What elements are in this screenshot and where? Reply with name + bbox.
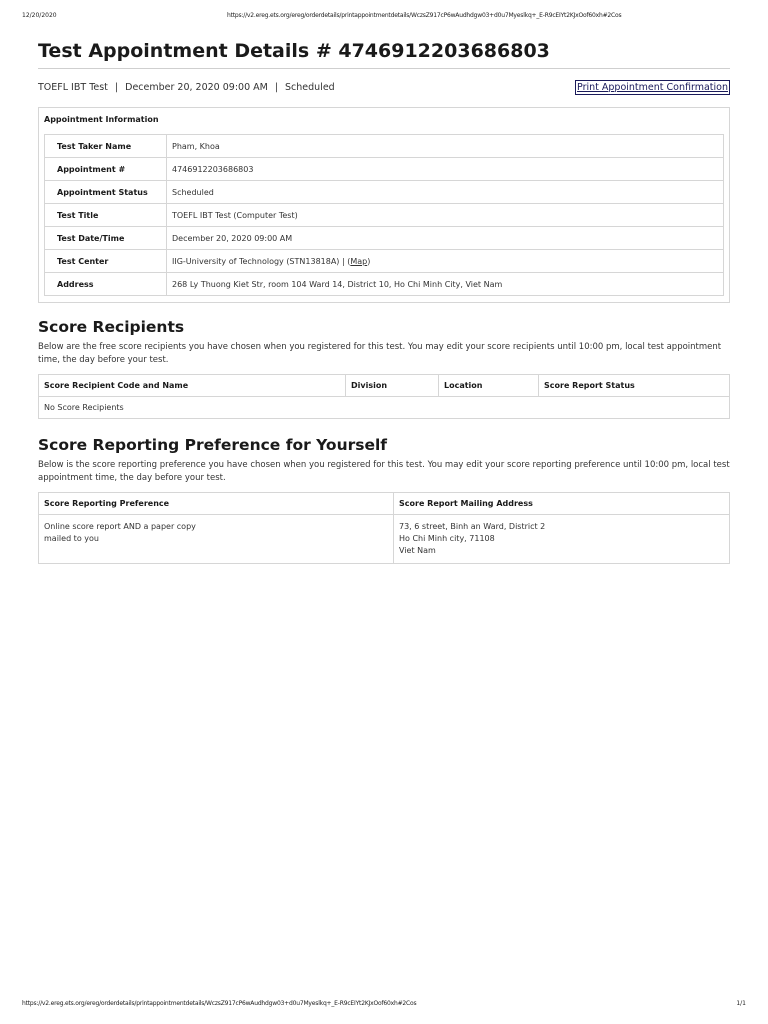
- row-label: Test Taker Name: [45, 135, 167, 158]
- table-row: [45, 158, 724, 181]
- test-date-time: December 20, 2020 09:00 AM: [167, 227, 724, 250]
- table-row: [45, 204, 724, 227]
- column-header: Score Report Mailing Address: [394, 493, 730, 515]
- table-row: [45, 181, 724, 204]
- address-line: 73, 6 street, Binh an Ward, District 2: [399, 522, 546, 531]
- score-recipients-description: Below are the free score recipients you have chosen when you registered for this test. You may edit your score recipients until 10:00 pm, local test appointment time, the day before your test.: [38, 342, 722, 365]
- summary-separator: |: [114, 82, 119, 93]
- print-confirmation-link[interactable]: Print Appointment Confirmation: [577, 82, 728, 93]
- main-content: [38, 38, 730, 564]
- map-link[interactable]: Map: [350, 256, 368, 266]
- summary-status: Scheduled: [285, 82, 335, 93]
- column-header: Score Report Status: [539, 375, 730, 397]
- column-header: Score Recipient Code and Name: [39, 375, 346, 397]
- row-label: Test Date/Time: [45, 227, 167, 250]
- row-label: Address: [45, 273, 167, 296]
- table-row: [45, 250, 724, 273]
- appointment-info-panel: [38, 107, 730, 303]
- test-center-address: 268 Ly Thuong Kiet Str, room 104 Ward 14, District 10, Ho Chi Minh City, Viet Nam: [167, 273, 724, 296]
- row-label: Appointment Status: [45, 181, 167, 204]
- preference-line: Online score report AND a paper copy: [44, 522, 196, 531]
- footer-url: https://v2.ereg.ets.org/ereg/orderdetails/printappointmentdetails/WczsZ917cP6wAudhdgw03+d0u7Myeslkq+_E-R9cEIYt2KJxOof60xh#2Cos: [22, 1000, 417, 1007]
- summary-info: [38, 82, 335, 93]
- print-date: 12/20/2020: [22, 12, 57, 19]
- row-label: Test Center: [45, 250, 167, 273]
- table-row: [39, 397, 730, 419]
- score-recipients-title: Score Recipients: [38, 318, 185, 336]
- column-header: Division: [346, 375, 439, 397]
- summary-separator: |: [274, 82, 279, 93]
- score-recipients-table: [38, 374, 730, 419]
- address-line: Ho Chi Minh city, 71108: [399, 534, 495, 543]
- table-header-row: [39, 375, 730, 397]
- page-number: 1/1: [736, 1000, 746, 1007]
- table-row: [45, 273, 724, 296]
- appointment-status: Scheduled: [167, 181, 724, 204]
- table-row: [45, 135, 724, 158]
- appointment-number: 4746912203686803: [167, 158, 724, 181]
- address-line: Viet Nam: [399, 546, 436, 555]
- table-row: [39, 515, 730, 564]
- row-label: Test Title: [45, 204, 167, 227]
- page-title: Test Appointment Details # 4746912203686803: [38, 38, 730, 69]
- print-footer: [22, 1000, 746, 1010]
- column-header: Location: [439, 375, 539, 397]
- score-reporting-preference: [39, 515, 394, 564]
- test-center: [167, 250, 724, 273]
- test-center-name: IIG-University of Technology (STN13818A) | (: [172, 256, 351, 266]
- score-reporting-title: Score Reporting Preference for Yourself: [38, 436, 388, 454]
- appointment-summary: [38, 79, 730, 101]
- summary-test-name: TOEFL IBT Test: [38, 82, 108, 93]
- table-header-row: [39, 493, 730, 515]
- panel-title: Appointment Information: [44, 115, 159, 124]
- test-title: TOEFL IBT Test (Computer Test): [167, 204, 724, 227]
- empty-message: No Score Recipients: [39, 397, 730, 419]
- mailing-address: [394, 515, 730, 564]
- test-center-suffix: ): [367, 256, 371, 266]
- column-header: Score Reporting Preference: [39, 493, 394, 515]
- appointment-info-table: [44, 134, 724, 296]
- score-reporting-description: Below is the score reporting preference you have chosen when you registered for this test. You may edit your score reporting preference until 10:00 pm, local test appointment time, the day before your test.: [38, 460, 730, 483]
- table-row: [45, 227, 724, 250]
- row-label: Appointment #: [45, 158, 167, 181]
- print-url: https://v2.ereg.ets.org/ereg/orderdetails/printappointmentdetails/WczsZ917cP6wAudhdgw03+d0u7Myeslkq+_E-R9cEIYt2KJxOof60xh#2Cos: [227, 12, 622, 19]
- score-reporting-table: [38, 492, 730, 564]
- print-header: [22, 12, 746, 22]
- test-taker-name: Pham, Khoa: [167, 135, 724, 158]
- preference-line: mailed to you: [44, 534, 99, 543]
- summary-date-time: December 20, 2020 09:00 AM: [125, 82, 268, 93]
